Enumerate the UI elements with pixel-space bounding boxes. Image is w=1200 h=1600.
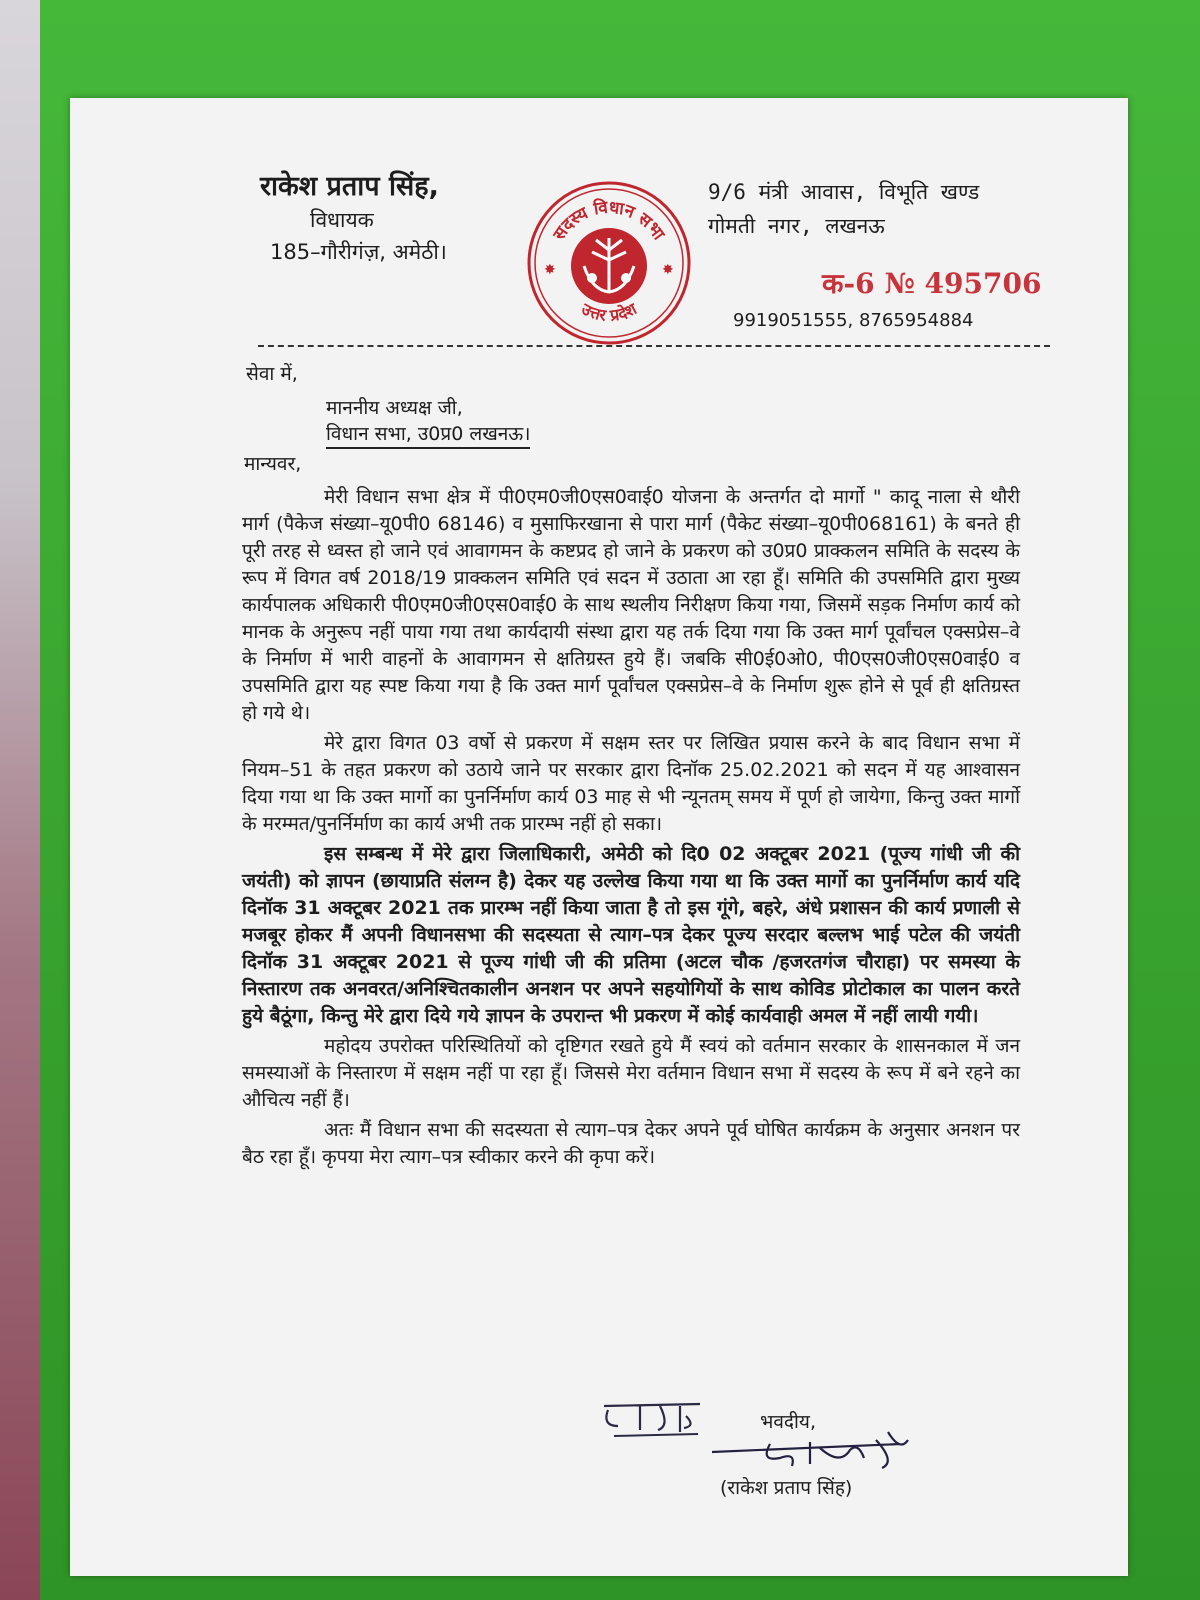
serial-number-stamp: क-6 № 495706 — [822, 267, 1042, 300]
paragraph-5: अतः मैं विधान सभा की सदस्यता से त्याग–पत्र देकर अपने पूर्व घोषित कार्यक्रम के अनुसार अनशन पर बैठ रहा हूँ। कृपया मेरा त्याग–पत्र स्वीकार करने की कृपा करें। — [242, 1119, 1020, 1168]
vidhan-sabha-seal-icon — [526, 180, 692, 346]
saadar-handwritten — [600, 1396, 710, 1444]
signature — [700, 1422, 920, 1478]
phone-numbers: 9919051555, 8765954884 — [733, 310, 974, 331]
address-line-1: 9/6 मंत्री आवास, विभूति खण्ड — [708, 180, 980, 204]
address-line-2: गोमती नगर, लखनऊ — [708, 214, 885, 238]
closing: भवदीय, — [760, 1411, 816, 1433]
recipient-line-2: विधान सभा, उ0प्र0 लखनऊ। — [326, 420, 530, 449]
letter-body — [242, 484, 1020, 1174]
svg-text:✸: ✸ — [544, 262, 556, 278]
sender-constituency: 185–गौरीगंज़, अमेठी। — [270, 240, 447, 264]
signatory-name: (राकेश प्रताप सिंह) — [720, 1477, 853, 1499]
header-divider — [258, 345, 1050, 347]
letter-page — [70, 98, 1128, 1576]
paragraph-4: महोदय उपरोक्त परिस्थितियों को दृष्टिगत रखते हुये मैं स्वयं को वर्तमान सरकार के शासनकाल में जन समस्याओं के निस्तारण में सक्षम नहीं पा रहा हूँ। जिससे मेरा वर्तमान विधान सभा में सदस्य के रूप में बने रहने का औचित्य नहीं हैं। — [242, 1035, 1020, 1111]
svg-text:✸: ✸ — [662, 262, 674, 278]
seal-top-text: सदस्य विधान सभा — [549, 197, 669, 244]
sender-name: राकेश प्रताप सिंह, — [260, 171, 439, 202]
salutation: मान्यवर, — [244, 453, 302, 475]
to-line: सेवा में, — [246, 363, 298, 385]
recipient-line-1: माननीय अध्यक्ष जी, — [326, 397, 463, 419]
sender-designation: विधायक — [310, 208, 374, 232]
paragraph-2: मेरे द्वारा विगत 03 वर्षो से प्रकरण में सक्षम स्तर पर लिखित प्रयास करने के बाद विधान सभा में नियम–51 के तहत प्रकरण को उठाये जाने पर सरकार द्वारा दिनॉक 25.02.2021 को सदन में यह आश्वासन दिया गया था कि उक्त मार्गो का पुनर्निर्माण कार्य 03 माह से भी न्यूनतम् समय में पूर्ण हो जायेगा, किन्तु उक्त मार्गो के मरम्मत/पुनर्निर्माण का कार्य अभी तक प्रारम्भ नहीं हो सका। — [242, 732, 1020, 835]
seal-bottom-text: उत्तर प्रदेश — [578, 299, 640, 325]
paragraph-3: इस सम्बन्ध में मेरे द्वारा जिलाधिकारी, अमेठी को दि0 02 अक्टूबर 2021 (पूज्य गांधी जी की जयंती) को ज्ञापन (छायाप्रति संलग्न है) देकर यह उल्लेख किया गया था कि उक्त मार्गो का पुनर्निर्माण कार्य यदि दिनॉक 31 अक्टूबर 2021 तक प्रारम्भ नहीं किया जाता है तो इस गूंगे, बहरे, अंधे प्रशासन की कार्य प्रणाली से मजबूर होकर मैं अपनी विधानसभा की सदस्यता से त्याग–पत्र देकर पूज्य सरदार बल्लभ भाई पटेल की जयंती दिनॉक 31 अक्टूबर 2021 से पूज्य गांधी जी की प्रतिमा (अटल चौक /हजरतगंज चौराहा) पर समस्या के निस्तारण तक अनवरत/अनिश्चितकालीन अनशन पर अपने सहयोगियों के साथ कोविड प्रोटोकाल का पालन करते हुये बैठूंगा, किन्तु मेरे द्वारा दिये गये ज्ञापन के उपरान्त भी प्रकरण में कोई कार्यवाही अमल में नहीं लायी गयी। — [242, 843, 1020, 1027]
paragraph-1: मेरी विधान सभा क्षेत्र में पी0एम0जी0एस0वाई0 योजना के अन्तर्गत दो मार्गो " कादू नाला से थौरी मार्ग (पैकेज संख्या–यू0पी0 68146) व मुसाफिरखाना से पारा मार्ग (पैकेट संख्या–यू0पी068161) के बनते ही पूरी तरह से ध्वस्त हो जाने एवं आवागमन के कष्टप्रद हो जाने के प्रकरण को उ0प्र0 प्राक्कलन समिति के सदस्य के रूप में विगत वर्ष 2018/19 प्राक्कलन समिति एवं सदन में उठाता आ रहा हूँ। समिति की उपसमिति द्वारा मुख्य कार्यपालक अधिकारी पी0एम0जी0एस0वाई0 के साथ स्थलीय निरीक्षण किया गया, जिसमें सड़क निर्माण कार्य को मानक के अनुरूप नहीं पाया गया तथा कार्यदायी संस्था द्वारा यह तर्क दिया गया कि उक्त मार्ग पूर्वांचल एक्सप्रेस–वे के निर्माण में भारी वाहनों के आवागमन से क्षतिग्रस्त हुये हैं। जबकि सी0ई0ओ0, पी0एस0जी0एस0वाई0 व उपसमिति द्वारा यह स्पष्ट किया गया है कि उक्त मार्ग पूर्वांचल एक्सप्रेस–वे के निर्माण शुरू होने से पूर्व ही क्षतिग्रस्त हो गये थे। — [242, 486, 1020, 724]
